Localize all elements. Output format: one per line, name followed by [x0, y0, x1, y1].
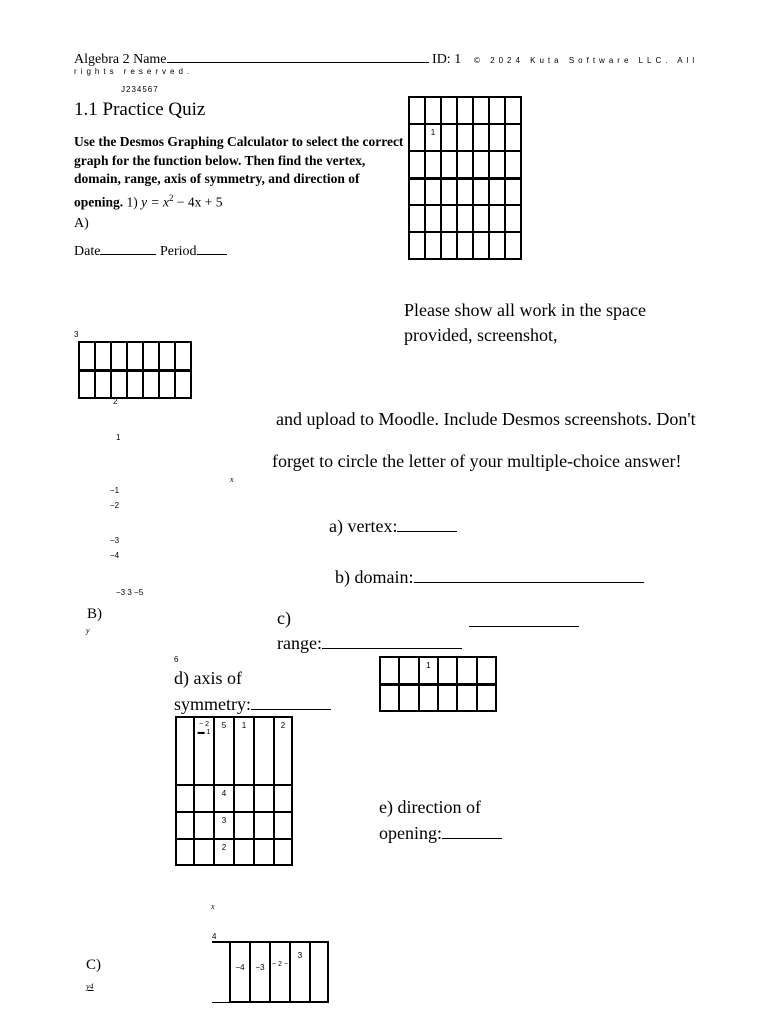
rights-text: rights reserved.	[74, 67, 194, 76]
directions-line-2: provided, screenshot,	[404, 325, 558, 345]
direction-label-1: e) direction of	[379, 797, 481, 817]
quiz-title: 1.1 Practice Quiz	[74, 99, 206, 120]
choice-a-label[interactable]: A)	[74, 216, 89, 231]
grid-cell	[473, 151, 489, 178]
date-period-line	[74, 242, 227, 260]
grid-tick-label: 1	[419, 657, 438, 684]
graph-a-label-m1: −1	[110, 486, 120, 495]
choice-c-label[interactable]: C)	[86, 957, 101, 973]
grid-cell	[159, 342, 175, 370]
grid-cell	[95, 342, 111, 370]
grid-cell	[254, 839, 274, 865]
grid-cell	[473, 232, 489, 259]
grid-cell	[425, 205, 441, 232]
range-blank[interactable]	[322, 636, 462, 649]
grid-cell	[457, 657, 476, 684]
graph-a-label-2: 2	[113, 397, 118, 406]
grid-cell	[473, 178, 489, 205]
graph-b-label-6: 6	[174, 655, 179, 664]
grid-cell	[457, 124, 473, 151]
grid-cell	[505, 178, 521, 205]
grid-cell	[419, 684, 438, 711]
domain-blank[interactable]	[414, 570, 644, 583]
grid-cell	[457, 97, 473, 124]
grid-cell	[194, 812, 214, 839]
directions-line-4: forget to circle the letter of your multiple-choice answer!	[272, 451, 682, 471]
grid-cell	[441, 124, 457, 151]
graph-b-y-label: y	[86, 626, 90, 635]
grid-cell	[254, 785, 274, 812]
grid-cell	[473, 124, 489, 151]
directions-line-3: and upload to Moodle. Include Desmos screenshots. Don't	[276, 409, 696, 429]
grid-cell	[505, 124, 521, 151]
axis-blank[interactable]	[251, 697, 331, 710]
grid-cell	[457, 178, 473, 205]
direction-line	[379, 823, 502, 844]
grid-cell	[234, 839, 254, 865]
grid-cell	[505, 232, 521, 259]
grid-cell	[425, 232, 441, 259]
grid-cell	[489, 232, 505, 259]
grid-cell	[438, 657, 457, 684]
vertex-blank[interactable]	[397, 519, 457, 532]
top-right-grid	[408, 96, 522, 260]
grid-cell	[111, 370, 127, 398]
grid-cell	[176, 785, 194, 812]
grid-cell	[127, 370, 143, 398]
grid-tick-label: 3	[290, 942, 310, 1002]
grid-cell	[477, 684, 496, 711]
date-blank[interactable]	[100, 242, 156, 255]
grid-cell	[79, 342, 95, 370]
grid-cell	[425, 151, 441, 178]
grid-cell	[380, 684, 399, 711]
grid-cell	[194, 839, 214, 865]
grid-cell	[409, 151, 425, 178]
grid-cell	[489, 97, 505, 124]
grid-cell	[409, 124, 425, 151]
grid-cell	[212, 942, 230, 1002]
graph-a-x-label: x	[230, 475, 234, 484]
date-label: Date	[74, 244, 101, 259]
grid-cell	[399, 657, 418, 684]
graph-a-label-1: 1	[116, 433, 121, 442]
grid-tick-label: −4	[230, 942, 250, 1002]
grid-cell	[234, 812, 254, 839]
function-lhs: y = x	[141, 194, 169, 209]
function-exponent: 2	[169, 192, 174, 203]
grid-cell	[409, 97, 425, 124]
choice-b-label[interactable]: B)	[87, 606, 102, 622]
domain-line	[335, 567, 644, 588]
range-label: range:	[277, 633, 322, 653]
graph-a-label-bottom: −3 3 −5	[116, 588, 144, 597]
axis-label-2: symmetry:	[174, 694, 251, 714]
axis-label-1: d) axis of	[174, 668, 242, 688]
grid-cell	[473, 205, 489, 232]
grid-cell	[254, 717, 274, 785]
period-blank[interactable]	[197, 242, 227, 255]
grid-cell	[409, 178, 425, 205]
graph-a-label-m2: −2	[110, 501, 120, 510]
grid-cell	[254, 812, 274, 839]
grid-cell	[441, 178, 457, 205]
vertex-line	[329, 516, 457, 537]
grid-tick-label: 1	[425, 124, 441, 151]
grid-cell	[489, 124, 505, 151]
grid-tick-label: 1	[234, 717, 254, 785]
domain-label: b) domain:	[335, 567, 414, 587]
instructions	[74, 133, 404, 212]
vertex-label: a) vertex:	[329, 516, 398, 536]
grid-cell	[274, 812, 292, 839]
grid-cell	[143, 342, 159, 370]
instructions-text: Use the Desmos Graphing Calculator to select the correct graph for the function below. Then find the vertex, domain, range, axis of symmetry, and direction of opening.	[74, 134, 404, 209]
grid-cell	[127, 342, 143, 370]
grid-cell	[457, 684, 476, 711]
grid-tick-label: 2	[214, 839, 234, 865]
graph-a-label-m4: −4	[110, 551, 120, 560]
grid-cell	[489, 178, 505, 205]
grid-cell	[457, 205, 473, 232]
period-label: Period	[159, 244, 197, 259]
graph-a-grid	[78, 341, 192, 399]
grid-cell	[176, 717, 194, 785]
header-title: Algebra 2 Name	[74, 52, 167, 67]
grid-tick-label: −3	[250, 942, 270, 1002]
grid-cell	[111, 342, 127, 370]
grid-cell	[274, 839, 292, 865]
name-blank[interactable]	[167, 50, 429, 63]
grid-tick-label: 3	[214, 812, 234, 839]
grid-cell	[505, 151, 521, 178]
grid-cell	[159, 370, 175, 398]
direction-label-2: opening:	[379, 823, 442, 843]
grid-cell	[274, 785, 292, 812]
grid-cell	[441, 205, 457, 232]
copyright-text: © 2024 Kuta Software LLC. All	[474, 56, 699, 65]
grid-cell	[310, 942, 328, 1002]
grid-cell	[143, 370, 159, 398]
grid-cell	[441, 151, 457, 178]
graph-b-x-label: x	[211, 902, 215, 911]
grid-cell	[505, 205, 521, 232]
grid-cell	[457, 151, 473, 178]
grid-cell	[175, 342, 191, 370]
grid-cell	[438, 684, 457, 711]
problem-number: 1)	[126, 194, 138, 209]
grid-tick-label: 5	[214, 717, 234, 785]
graph-a-label-m3: −3	[110, 536, 120, 545]
grid-cell	[441, 97, 457, 124]
range-blank-top[interactable]	[469, 612, 579, 627]
function-rhs: − 4x + 5	[173, 194, 223, 209]
grid-cell	[175, 370, 191, 398]
grid-cell	[425, 97, 441, 124]
graph-a-label-3: 3	[74, 330, 79, 339]
grid-cell	[505, 97, 521, 124]
serial-number: J234567	[121, 85, 159, 94]
grid-cell	[234, 785, 254, 812]
graph-c-grid	[212, 941, 329, 1003]
directions-line-1: Please show all work in the space	[404, 300, 646, 320]
range-line	[277, 633, 462, 654]
header-id: ID: 1	[432, 52, 462, 67]
grid-cell	[477, 657, 496, 684]
grid-tick-label: 4	[214, 785, 234, 812]
graph-c-label-4: 4	[212, 932, 217, 941]
grid-cell	[176, 839, 194, 865]
graph-b-right-grid	[379, 656, 497, 712]
grid-cell	[79, 370, 95, 398]
range-letter: c)	[277, 608, 291, 628]
grid-cell	[489, 151, 505, 178]
grid-tick-label: − 2 −	[270, 942, 290, 1002]
grid-cell	[194, 785, 214, 812]
grid-cell	[399, 684, 418, 711]
axis-line	[174, 694, 331, 715]
grid-cell	[95, 370, 111, 398]
grid-tick-label: − 2 ▬ 1	[194, 717, 214, 785]
grid-cell	[489, 205, 505, 232]
graph-b-grid	[175, 716, 293, 866]
grid-cell	[473, 97, 489, 124]
grid-cell	[380, 657, 399, 684]
grid-cell	[409, 205, 425, 232]
grid-cell	[457, 232, 473, 259]
grid-cell	[176, 812, 194, 839]
direction-blank[interactable]	[442, 826, 502, 839]
graph-c-y-label: y4	[86, 982, 94, 991]
grid-cell	[425, 178, 441, 205]
grid-cell	[441, 232, 457, 259]
grid-cell	[409, 232, 425, 259]
header-name-line	[74, 50, 461, 68]
grid-tick-label: 2	[274, 717, 292, 785]
